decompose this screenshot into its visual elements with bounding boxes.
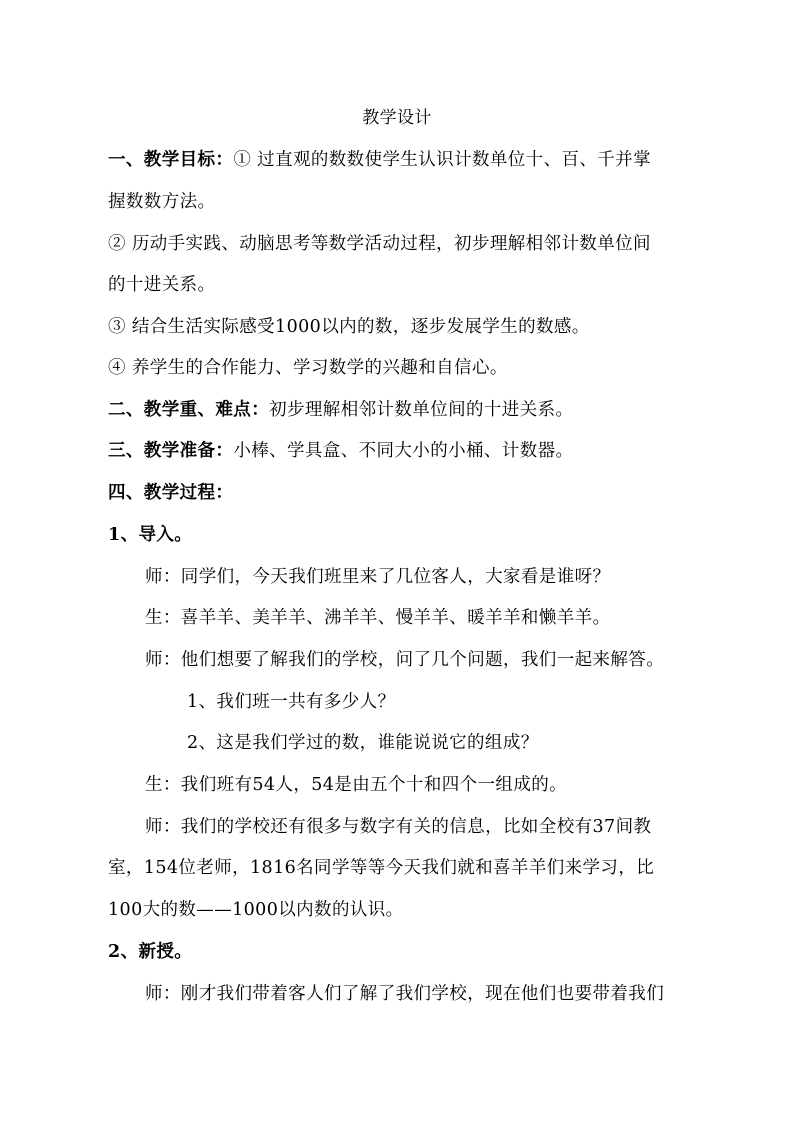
goal-item-3: ③ 结合生活实际感受1000以内的数，逐步发展学生的数感。 — [108, 317, 590, 337]
goal-item-2-line-1: ② 历动手实践、动脑思考等数学活动过程，初步理解相邻计数单位间 — [108, 234, 651, 254]
intro-heading: 1、导入。 — [108, 525, 193, 545]
goals-heading: 一、教学目标： — [108, 150, 234, 170]
preparation-heading: 三、教学准备： — [108, 441, 234, 461]
intro-teacher-line-3-cont: 室，154位老师，1816名同学等等今天我们就和喜羊羊们来学习，比 — [108, 858, 655, 878]
intro-question-1: 1、我们班一共有多少人？ — [187, 692, 396, 712]
intro-teacher-line-3: 师：我们的学校还有很多与数字有关的信息，比如全校有37间教 — [145, 817, 652, 837]
preparation-line — [108, 438, 698, 464]
intro-teacher-line-3-end: 100大的数——1000以内数的认识。 — [108, 900, 404, 920]
goal-item-2-line-2: 的十进关系。 — [108, 275, 216, 295]
intro-student-line: 生：喜羊羊、美羊羊、沸羊羊、慢羊羊、暖羊羊和懒羊羊。 — [145, 608, 611, 628]
new-lesson-line-1: 师：刚才我们带着客人们了解了我们学校，现在他们也要带着我们 — [145, 984, 665, 1004]
intro-student-answer: 生：我们班有54人，54是由五个十和四个一组成的。 — [145, 775, 568, 795]
goal-item-1-line-2: 握数数方法。 — [108, 192, 216, 212]
preparation-text: 小棒、学具盒、不同大小的小桶、计数器。 — [233, 441, 574, 461]
goal-item-1-line-1: ① 过直观的数数使学生认识计数单位十、百、千并掌 — [233, 150, 651, 170]
goal-item-4: ④ 养学生的合作能力、学习数学的兴趣和自信心。 — [108, 358, 508, 378]
new-lesson-heading: 2、新授。 — [108, 942, 193, 962]
intro-teacher-line-2: 师：他们想要了解我们的学校，问了几个问题，我们一起来解答。 — [145, 650, 665, 670]
intro-teacher-line-1: 师：同学们，今天我们班里来了几位客人，大家看是谁呀？ — [145, 567, 611, 587]
document-title: 教学设计 — [362, 108, 432, 128]
keypoints-line — [108, 397, 698, 423]
goals-line-1 — [108, 147, 698, 173]
keypoints-text: 初步理解相邻计数单位间的十进关系。 — [269, 400, 574, 420]
keypoints-heading: 二、教学重、难点： — [108, 400, 270, 420]
intro-question-2: 2、这是我们学过的数，谁能说说它的组成？ — [187, 733, 539, 753]
process-heading: 四、教学过程： — [108, 483, 234, 503]
